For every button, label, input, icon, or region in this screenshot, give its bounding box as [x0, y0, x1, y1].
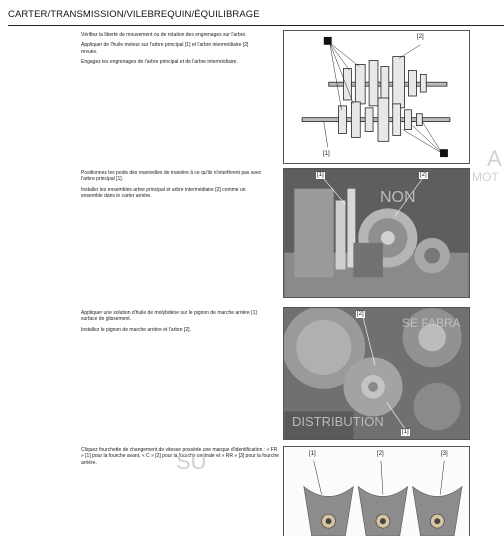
figure-shift-forks [283, 446, 470, 536]
callout-2-fig1: [1] [323, 151, 330, 157]
watermark-sfabra: SE FABRA [402, 316, 461, 330]
watermark-su: SU [176, 449, 207, 474]
callout-3-fig4: [3] [441, 451, 448, 457]
callout-2-fig4: [2] [377, 451, 384, 457]
shafts-drawing [284, 31, 469, 163]
page-header [8, 9, 504, 23]
step-2-line-1: Positionnez les poids des manivelles de manière à ce qu'ils n'interfèrent pas avec l'arbre principal [1]. [81, 170, 262, 183]
step-4-line-1: Cliquez fourchette de changement de vitesse possède une marque d'identification : « FR » [1] pour la fourche avant, « C » [2] pour la fourche centrale et « RR » [3] pour la fourche arrière. [81, 447, 279, 466]
watermark-a: A [487, 146, 502, 171]
figure-shafts-assembly [283, 30, 470, 164]
step-3-text [81, 310, 266, 337]
callout-2-fig3: [2] [357, 311, 364, 317]
callout-2-fig2: [2] [420, 172, 427, 178]
callout-1-fig2: [1] [317, 172, 324, 178]
crankcase-photo [284, 169, 469, 297]
step-3-line-2: Installez le pignon de marche arrière et l'arbre [2]. [81, 326, 191, 333]
step-1-line-1: Vérifiez la liberté de mouvement ou de rotation des engrenages sur l'arbre. [81, 32, 247, 38]
step-1-line-2: Appliquer de l'huile moteur sur l'arbre principal [1] et l'arbre intermédiaire [2] revues. [81, 42, 249, 55]
callout-1-fig1: [2] [417, 34, 424, 40]
callout-1-fig3: [1] [402, 429, 409, 435]
callout-1-fig4: [1] [309, 451, 316, 457]
step-2-line-2: Installer les ensembles arbre principal et arbre intermédiaire [2] comme un ensemble dans le carter arrière. [81, 186, 246, 200]
figure-shafts-installed [283, 168, 470, 298]
watermark-mot: MOT [472, 170, 499, 184]
step-1-text [81, 32, 266, 70]
page-title: CARTER/TRANSMISSION/VILEBREQUIN/ÉQUILIBRAGE [8, 9, 260, 20]
watermark-non: NON [380, 189, 416, 206]
step-3-line-1: Appliquer une solution d'huile de molybdène sur le pignon de marche arrière [1] surface de glissement. [81, 310, 257, 323]
shift-forks-photo [284, 447, 469, 536]
watermark-distrib: DISTRIBUTION [292, 414, 384, 429]
step-1-line-3: Engagez les engrenages de l'arbre principal et de l'arbre intermédiaire. [81, 59, 238, 66]
step-2-text [81, 170, 266, 204]
header-rule [8, 25, 504, 26]
